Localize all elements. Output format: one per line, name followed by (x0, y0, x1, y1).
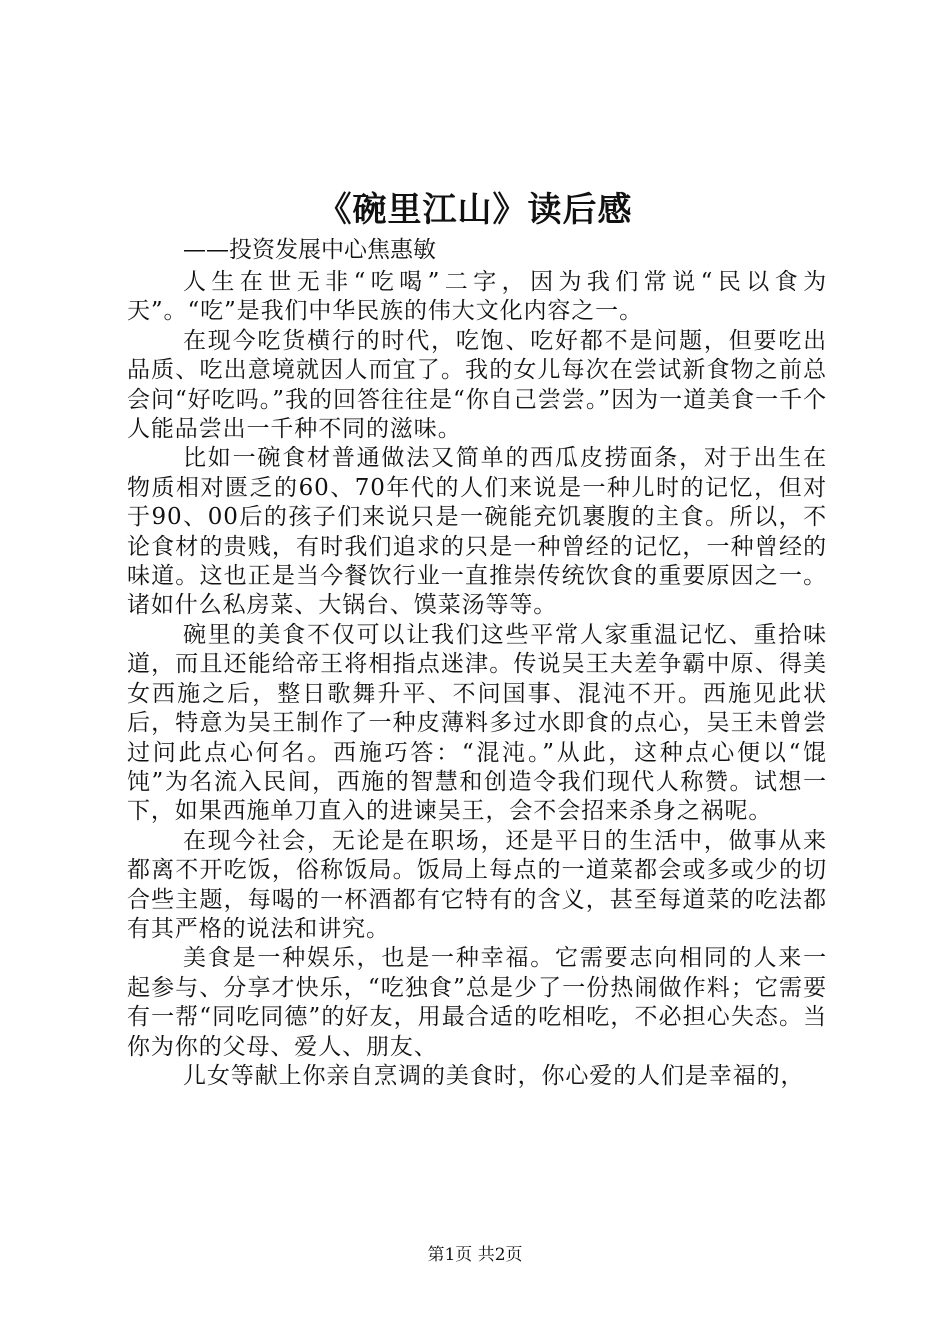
author-byline: ——投资发展中心焦惠敏 (183, 237, 436, 263)
document-body (127, 268, 827, 1091)
document-title: 《碗里江山》读后感 (317, 190, 633, 230)
paragraph-7: 儿女等献上你亲自烹调的美食时，你心爱的人们是幸福的， (183, 1062, 805, 1089)
paragraph-1: 人生在世无非“吃喝”二字，因为我们常说“民以食为天”。“吃”是我们中华民族的伟大文化内容之一。 (127, 269, 827, 325)
paragraph-4: 碗里的美食不仅可以让我们这些平常人家重温记忆、重拾味道，而且还能给帝王将相指点迷津。传说吴王夫差争霸中原、得美女西施之后，整日歌舞升平、不问国事、混沌不开。西施见此状后，特意为吴王制作了一种皮薄料多过水即食的点心，吴王未曾尝过问此点心何名。西施巧答：“混沌。”从此，这种点心便以“馄饨”为名流入民间，西施的智慧和创造令我们现代人称赞。试想一下，如果西施单刀直入的进谏吴王，会不会招来杀身之祸呢。 (127, 621, 827, 825)
paragraph-2: 在现今吃货横行的时代，吃饱、吃好都不是问题，但要吃出品质、吃出意境就因人而宜了。我的女儿每次在尝试新食物之前总会问“好吃吗。”我的回答往往是“你自己尝尝。”因为一道美食一千个人能品尝出一千种不同的滋味。 (127, 327, 827, 443)
paragraph-5: 在现今社会，无论是在职场，还是平日的生活中，做事从来都离不开吃饭，俗称饭局。饭局上每点的一道菜都会或多或少的切合些主题，每喝的一杯酒都有它特有的含义，甚至每道菜的吃法都有其严格的说法和讲究。 (127, 827, 827, 942)
paragraph-3: 比如一碗食材普通做法又简单的西瓜皮捞面条，对于出生在物质相对匮乏的60、70年代的人们来说是一种儿时的记忆，但对于90、00后的孩子们来说只是一碗能充饥裹腹的主食。所以，不论食材的贵贱，有时我们追求的只是一种曾经的记忆，一种曾经的味道。这也正是当今餐饮行业一直推崇传统饮食的重要原因之一。诸如什么私房菜、大锅台、馍菜汤等等。 (127, 445, 827, 619)
paragraph-6: 美食是一种娱乐，也是一种幸福。它需要志向相同的人来一起参与、分享才快乐，“吃独食”总是少了一份热闹做作料；它需要有一帮“同吃同德”的好友，用最合适的吃相吃，不必担心失态。当你为你的父母、爱人、朋友、 (127, 945, 827, 1060)
page-number-footer: 第1页 共2页 (427, 1245, 523, 1265)
